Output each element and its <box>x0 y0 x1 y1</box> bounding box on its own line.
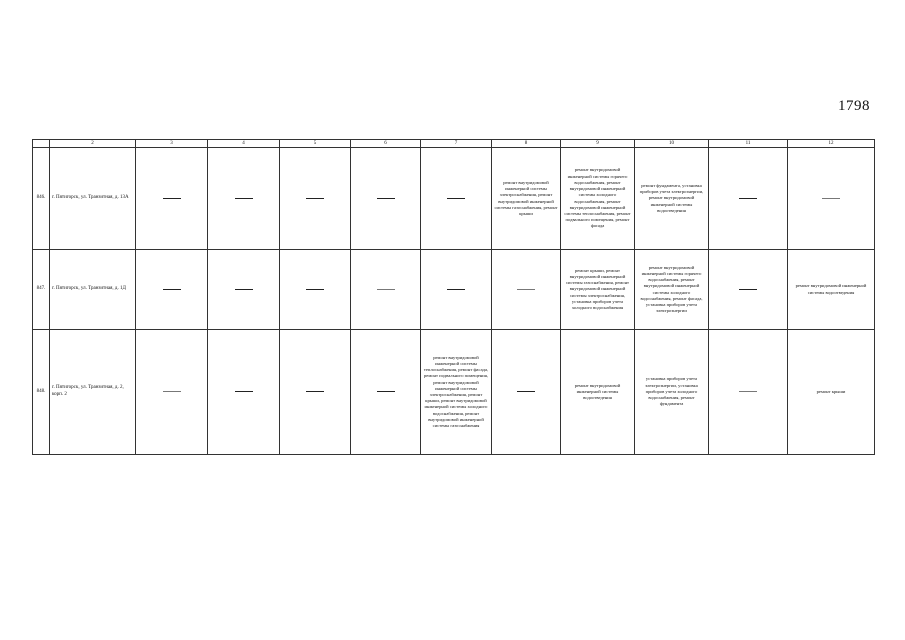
row-address: г. Пятигорск, ул. Транзитная, д. 2, корп. 2 <box>50 330 136 455</box>
work-cell: ремонт фундамента, установка приборов учета электроэнергии, ремонт внутридомовой инженерной системы водоотведения <box>635 148 709 250</box>
work-cell: ремонт внутридомовой инженерной системы горячего водоснабжения, ремонт внутридомовой инженерной системы холодного водоснабжения, ремонт фасада, установка приборов учета электроэнергии <box>635 250 709 330</box>
work-cell: установка приборов учета электроэнергии, установка приборов учета холодного водоснабжения, ремонт фундамента <box>635 330 709 455</box>
empty-cell <box>351 250 421 330</box>
empty-cell <box>421 148 492 250</box>
dash-line <box>447 198 465 199</box>
empty-cell <box>709 250 788 330</box>
empty-cell <box>208 148 280 250</box>
empty-cell <box>280 330 351 455</box>
empty-cell <box>709 330 788 455</box>
work-cell: ремонт внутридомовой инженерной системы водоотведения <box>561 330 635 455</box>
header-cell: 12 <box>788 140 875 148</box>
page-number: 1798 <box>838 98 870 114</box>
dash-line <box>306 198 324 199</box>
empty-cell <box>136 148 208 250</box>
header-cell: 6 <box>351 140 421 148</box>
row-address: г. Пятигорск, ул. Транзитная, д. 1Д <box>50 250 136 330</box>
header-cell <box>33 140 50 148</box>
dash-line <box>163 289 181 290</box>
header-cell: 5 <box>280 140 351 148</box>
dash-line <box>822 198 840 199</box>
dash-line <box>739 289 757 290</box>
empty-cell <box>421 250 492 330</box>
empty-cell <box>492 250 561 330</box>
repair-schedule-table <box>32 139 875 455</box>
dash-line <box>739 198 757 199</box>
dash-line <box>447 289 465 290</box>
dash-line <box>377 289 395 290</box>
empty-cell <box>788 148 875 250</box>
table-row <box>33 148 875 250</box>
row-number: 848. <box>33 330 50 455</box>
work-cell: ремонт внутридомовой инженерной системы электроснабжения, ремонт внутридомовой инженерной системы газоснабжения, ремонт крыши <box>492 148 561 250</box>
empty-cell <box>280 250 351 330</box>
dash-line <box>306 391 324 392</box>
work-cell: ремонт внутридомовой инженерной системы горячего водоснабжения, ремонт внутридомовой инженерной системы холодного водоснабжения, ремонт внутридомовой инженерной системы теплоснабжения, ремонт подвального помещения, ремонт фасада <box>561 148 635 250</box>
dash-line <box>517 391 535 392</box>
table-row <box>33 250 875 330</box>
header-cell: 8 <box>492 140 561 148</box>
dash-line <box>235 198 253 199</box>
header-cell: 4 <box>208 140 280 148</box>
table-row <box>33 330 875 455</box>
header-cell: 7 <box>421 140 492 148</box>
work-cell: ремонт крыши <box>788 330 875 455</box>
row-address: г. Пятигорск, ул. Транзитная, д. 13А <box>50 148 136 250</box>
dash-line <box>377 198 395 199</box>
empty-cell <box>709 148 788 250</box>
dash-line <box>163 391 181 392</box>
row-number: 847. <box>33 250 50 330</box>
empty-cell <box>351 330 421 455</box>
work-cell: ремонт внутридомовой инженерной системы водоотведения <box>788 250 875 330</box>
empty-cell <box>351 148 421 250</box>
header-row <box>33 140 875 148</box>
empty-cell <box>492 330 561 455</box>
empty-cell <box>208 250 280 330</box>
header-cell: 9 <box>561 140 635 148</box>
dash-line <box>306 289 324 290</box>
empty-cell <box>280 148 351 250</box>
empty-cell <box>136 250 208 330</box>
dash-line <box>163 198 181 199</box>
dash-line <box>377 391 395 392</box>
dash-line <box>235 289 253 290</box>
header-cell: 10 <box>635 140 709 148</box>
work-cell: ремонт крыши, ремонт внутридомовой инженерной системы газоснабжения, ремонт внутридомовой инженерной системы электроснабжения, установка приборов учета холодного водоснабжения <box>561 250 635 330</box>
dash-line <box>739 391 757 392</box>
empty-cell <box>208 330 280 455</box>
dash-line <box>235 391 253 392</box>
header-cell: 11 <box>709 140 788 148</box>
empty-cell <box>136 330 208 455</box>
header-cell: 2 <box>50 140 136 148</box>
header-cell: 3 <box>136 140 208 148</box>
dash-line <box>517 289 535 290</box>
row-number: 846. <box>33 148 50 250</box>
work-cell: ремонт внутридомовой инженерной системы теплоснабжения, ремонт фасада, ремонт подвального помещения, ремонт внутридомовой инженерной системы электроснабжения, ремонт крыши, ремонт внутридомовой инженерной системы холодного водоснабжения, ремонт внутридомовой инженерной системы газоснабжения <box>421 330 492 455</box>
